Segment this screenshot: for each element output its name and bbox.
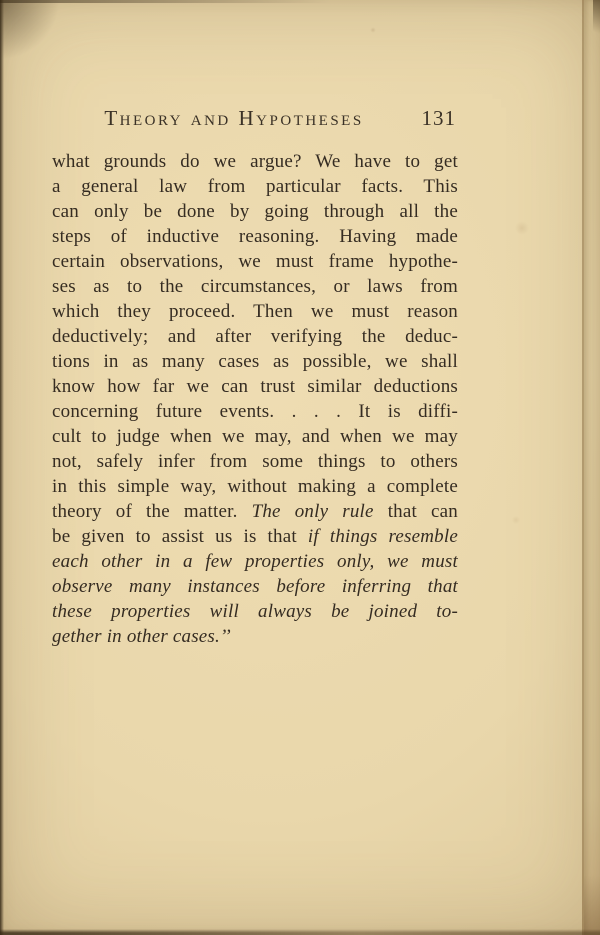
italic-text: each other in a few properties only, we must bbox=[52, 551, 458, 572]
scan-edge-left bbox=[0, 0, 4, 935]
roman-text: not, safely infer from some things to others bbox=[52, 451, 458, 472]
text-line bbox=[52, 449, 458, 474]
roman-text: a general law from particular facts. This bbox=[52, 176, 458, 197]
italic-text: gether in other cases.’’ bbox=[52, 626, 231, 647]
roman-text: deductively; and after verifying the deduc- bbox=[52, 326, 458, 347]
text-line bbox=[52, 399, 458, 424]
italic-text: observe many instances before inferring that bbox=[52, 576, 458, 597]
text-line bbox=[52, 324, 458, 349]
roman-text: which they proceed. Then we must reason bbox=[52, 301, 458, 322]
text-line bbox=[52, 249, 458, 274]
text-line bbox=[52, 524, 458, 549]
text-line bbox=[52, 599, 458, 624]
roman-text: ses as to the circumstances, or laws from bbox=[52, 276, 458, 297]
scan-corner-shadow bbox=[0, 0, 60, 60]
text-line bbox=[52, 174, 458, 199]
italic-text: The only rule bbox=[251, 501, 374, 522]
roman-text: can only be done by going through all the bbox=[52, 201, 458, 222]
text-line bbox=[52, 274, 458, 299]
text-line bbox=[52, 349, 458, 374]
roman-text: that can bbox=[373, 501, 458, 522]
roman-text: know how far we can trust similar deductions bbox=[52, 376, 458, 397]
text-line bbox=[52, 424, 458, 449]
roman-text: steps of inductive reasoning. Having made bbox=[52, 226, 458, 247]
scan-edge-bottom bbox=[0, 929, 600, 935]
text-line bbox=[52, 549, 458, 574]
text-line bbox=[52, 574, 458, 599]
text-line bbox=[52, 224, 458, 249]
text-line bbox=[52, 149, 458, 174]
roman-text: certain observations, we must frame hypothe- bbox=[52, 251, 458, 272]
running-header bbox=[52, 106, 458, 134]
roman-text: tions in as many cases as possible, we shall bbox=[52, 351, 458, 372]
roman-text: cult to judge when we may, and when we may bbox=[52, 426, 458, 447]
page-number: 131 bbox=[421, 106, 456, 130]
roman-text: what grounds do we argue? We have to get bbox=[52, 151, 458, 172]
body-text bbox=[52, 149, 458, 649]
roman-text: in this simple way, without making a complete bbox=[52, 476, 458, 497]
text-line bbox=[52, 374, 458, 399]
roman-text: concerning future events. . . . It is diffi- bbox=[52, 401, 458, 422]
page-edge-strip bbox=[582, 0, 600, 935]
italic-text: these properties will always be joined to- bbox=[52, 601, 458, 622]
text-line bbox=[52, 199, 458, 224]
italic-text: if things resemble bbox=[307, 526, 458, 547]
scan-edge-top bbox=[0, 0, 330, 3]
text-line bbox=[52, 299, 458, 324]
text-line bbox=[52, 624, 458, 649]
text-line bbox=[52, 474, 458, 499]
roman-text: theory of the matter. bbox=[52, 501, 252, 522]
roman-text: be given to assist us is that bbox=[52, 526, 308, 547]
text-line bbox=[52, 499, 458, 524]
page-title: Theory and Hypotheses bbox=[104, 106, 364, 130]
